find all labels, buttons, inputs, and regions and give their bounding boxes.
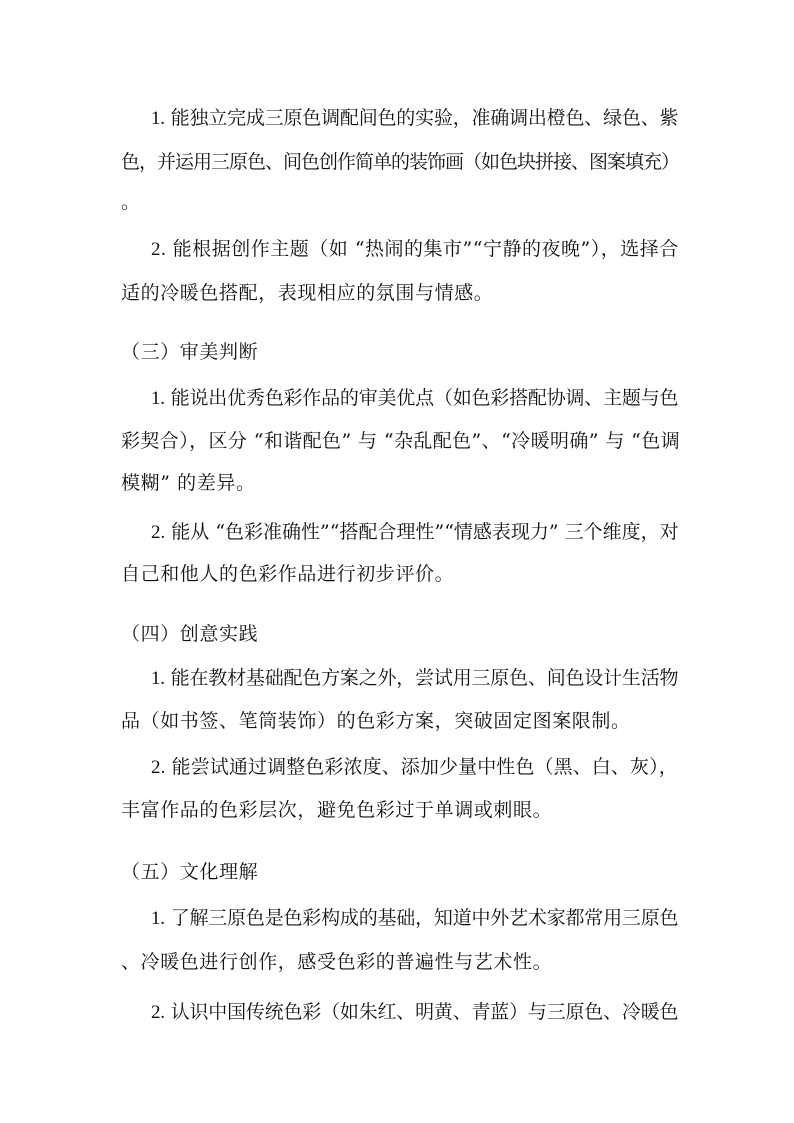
item-text: 能在教材基础配色方案之外，尝试用三原色、间色设计生活物 <box>170 667 679 689</box>
list-item-first-line <box>151 106 678 131</box>
list-item-line: 适的冷暖色搭配，表现相应的氛围与情感。 <box>121 282 494 304</box>
item-number: 2. <box>151 1002 165 1023</box>
item-number: 1. <box>151 108 165 129</box>
list-item-line: 自己和他人的色彩作品进行初步评价。 <box>121 563 455 585</box>
item-text: 能尝试通过调整色彩浓度、添加少量中性色（黑、白、灰）， <box>171 756 678 778</box>
list-item-line: 彩契合），区分 “和谐配色” 与 “杂乱配色”、“冷暖明确” 与 “色调 <box>121 430 681 452</box>
section-heading: （四）创意实践 <box>121 623 259 645</box>
item-text: 能独立完成三原色调配间色的实验，准确调出橙色、绿色、紫 <box>170 107 679 129</box>
item-number: 1. <box>151 668 165 689</box>
list-item-line: 品（如书签、笔筒装饰）的色彩方案，突破固定图案限制。 <box>121 710 631 732</box>
item-number: 2. <box>151 757 166 778</box>
list-item-first-line <box>151 1000 678 1025</box>
list-item-line: 模糊” 的差异。 <box>121 472 256 494</box>
list-item-line: 色，并运用三原色、间色创作简单的装饰画（如色块拼接、图案填充） <box>121 151 680 173</box>
list-item-line: 、冷暖色进行创作，感受色彩的普遍性与艺术性。 <box>121 951 553 973</box>
section-heading: （五）文化理解 <box>121 861 259 883</box>
list-item-first-line <box>151 666 678 691</box>
list-item-first-line <box>151 906 678 931</box>
item-text: 能从 “色彩准确性”“搭配合理性”“情感表现力” 三个维度，对 <box>171 521 679 543</box>
item-text: 能说出优秀色彩作品的审美优点（如色彩搭配协调、主题与色 <box>170 387 679 409</box>
list-item-first-line <box>151 237 679 262</box>
item-text: 认识中国传统色彩（如朱红、明黄、青蓝）与三原色、冷暖色 <box>170 1001 679 1023</box>
list-item-line: 丰富作品的色彩层次，避免色彩过于单调或刺眼。 <box>121 799 553 821</box>
list-item-line: 。 <box>121 191 141 213</box>
list-item-first-line <box>151 386 678 411</box>
item-number: 2. <box>151 239 167 260</box>
item-number: 1. <box>151 908 165 929</box>
list-item-first-line <box>151 520 679 545</box>
item-text: 能根据创作主题（如 “热闹的集市”“宁静的夜晚”），选择合 <box>172 238 679 260</box>
item-text: 了解三原色是色彩构成的基础，知道中外艺术家都常用三原色 <box>170 907 679 929</box>
item-number: 2. <box>151 522 166 543</box>
item-number: 1. <box>151 388 165 409</box>
section-heading: （三）审美判断 <box>121 341 259 363</box>
list-item-first-line <box>151 755 678 780</box>
